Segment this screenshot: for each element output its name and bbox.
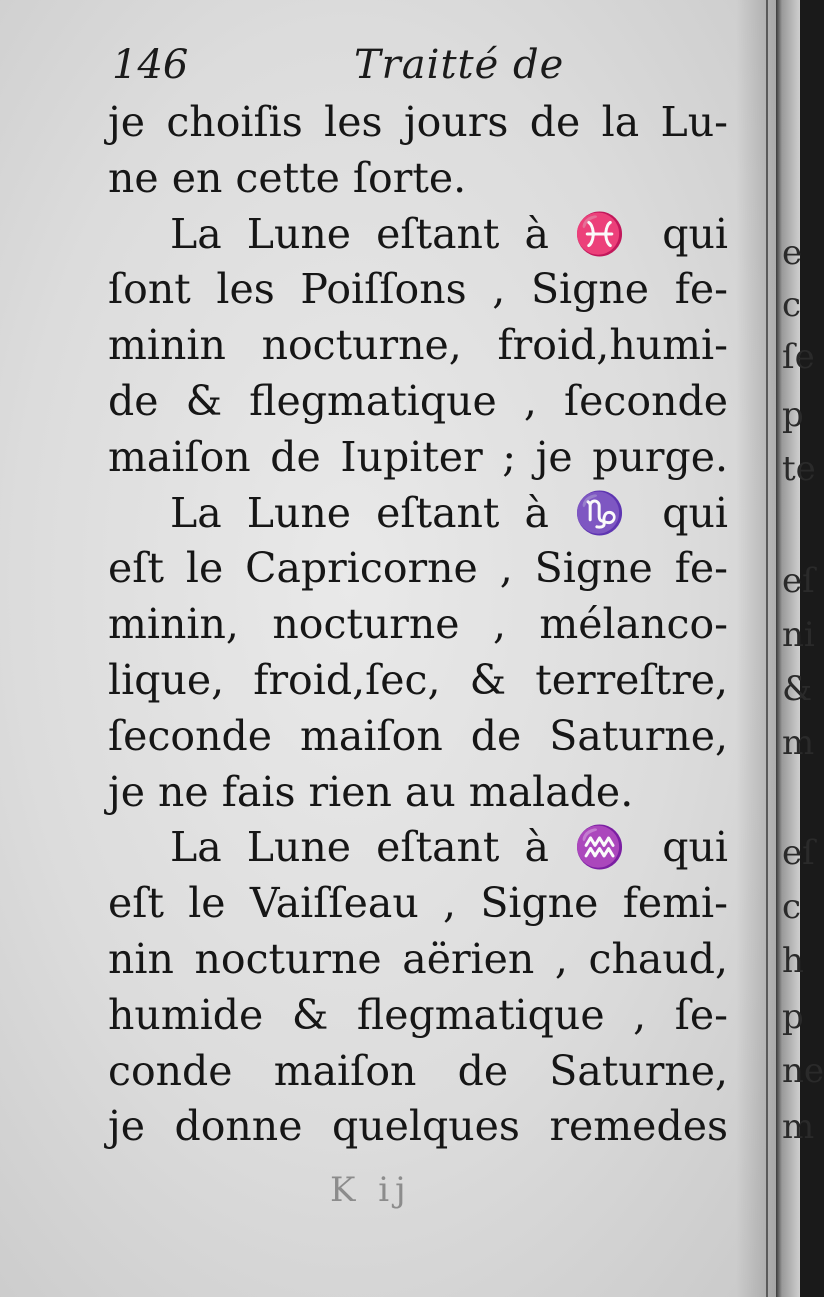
paragraph-start-line: La Lune eſtant à ♑ qui bbox=[170, 488, 728, 537]
running-title: Traitté de bbox=[354, 42, 565, 88]
text-line: ne en cette ſorte. bbox=[108, 153, 467, 202]
text-line: ſont les Poiſſons , Signe fe- bbox=[108, 265, 728, 314]
facing-page-fragment: p bbox=[782, 395, 804, 435]
page-number: 146 bbox=[112, 42, 189, 88]
facing-page-fragment: ne bbox=[782, 1051, 824, 1091]
facing-page-fragment: ni bbox=[782, 615, 815, 655]
paragraph-start-line: La Lune eſtant à ♒ qui bbox=[170, 823, 728, 872]
facing-page-fragment: eſ bbox=[782, 833, 815, 873]
facing-page-fragment: c bbox=[782, 285, 802, 325]
text-line: lique, froid,ſec, & terreſtre, bbox=[108, 655, 728, 704]
facing-page-fragment: ſe bbox=[782, 337, 815, 377]
text-line: conde maiſon de Saturne, bbox=[108, 1046, 728, 1095]
text-line: maiſon de Iupiter ; je purge. bbox=[108, 432, 728, 481]
text-line: je ne fais rien au malade. bbox=[108, 767, 634, 816]
text-line: humide & flegmatique , ſe- bbox=[108, 990, 728, 1039]
text-line: nin nocturne aërien , chaud, bbox=[108, 934, 728, 983]
text-line: de & flegmatique , ſeconde bbox=[108, 376, 728, 425]
facing-page-fragment: c bbox=[782, 887, 802, 927]
facing-page-edge bbox=[776, 0, 824, 1297]
facing-page-fragment: eſ bbox=[782, 561, 815, 601]
text-line: minin, nocturne , mélanco- bbox=[108, 600, 728, 649]
signature-mark: K ij bbox=[330, 1170, 412, 1210]
facing-page-fragment: m bbox=[782, 723, 815, 763]
facing-page-fragment: h bbox=[782, 941, 804, 981]
facing-page-fragment: m bbox=[782, 1107, 815, 1147]
facing-page-fragment: & bbox=[782, 669, 813, 709]
facing-page-fragment: p bbox=[782, 997, 804, 1037]
page-header bbox=[112, 42, 712, 96]
body-text bbox=[108, 95, 728, 1155]
text-line: je donne quelques remedes bbox=[108, 1102, 728, 1151]
book-gutter bbox=[766, 0, 768, 1297]
facing-page-fragment: e bbox=[782, 233, 803, 273]
text-line: je choiſis les jours de la Lu- bbox=[108, 98, 728, 146]
paragraph-start-line: La Lune eſtant à ♓ qui bbox=[170, 209, 728, 258]
text-line: eſt le Vaiſſeau , Signe femi- bbox=[108, 879, 728, 928]
text-line: eſt le Capricorne , Signe fe- bbox=[108, 544, 728, 593]
text-line: minin nocturne, froid,humi- bbox=[108, 321, 728, 370]
text-line: ſeconde maiſon de Saturne, bbox=[108, 711, 728, 760]
facing-page-fragment: te bbox=[782, 449, 816, 489]
